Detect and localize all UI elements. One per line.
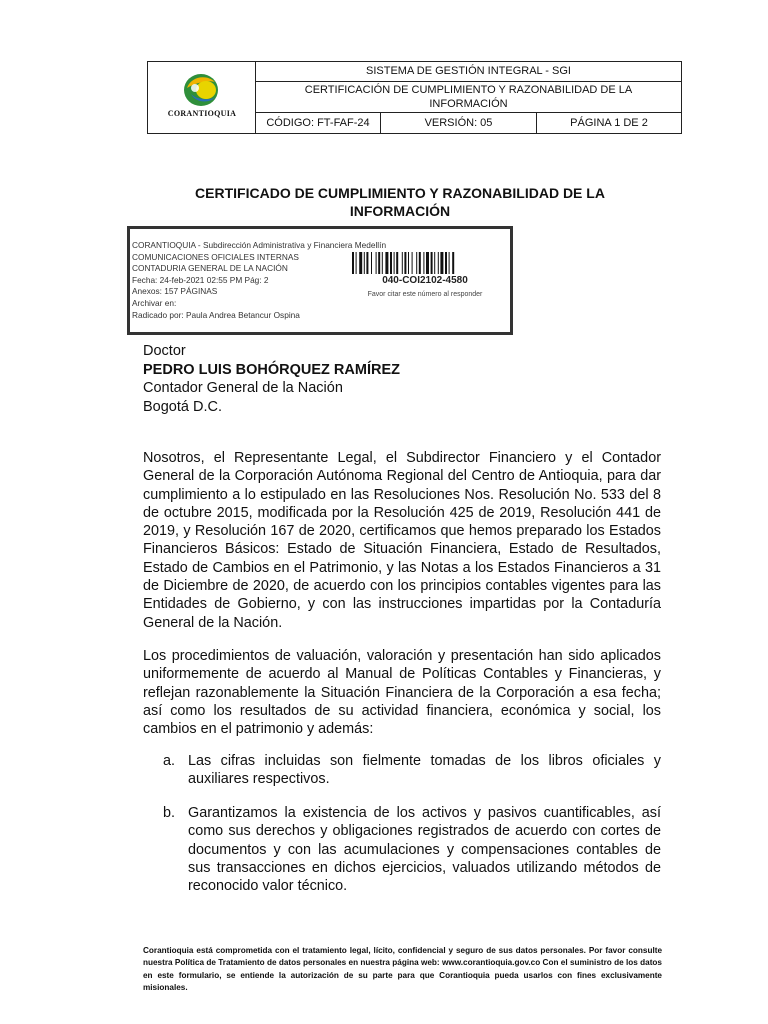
document-name: CERTIFICACIÓN DE CUMPLIMIENTO Y RAZONABILIDAD DE LA INFORMACIÓN [256, 82, 681, 113]
stamp-line: Anexos: 157 PÁGINAS [132, 286, 218, 297]
document-title: CERTIFICADO DE CUMPLIMIENTO Y RAZONABILIDAD DE LA INFORMACIÓN [195, 185, 605, 219]
document-code: CÓDIGO: FT-FAF-24 [256, 113, 381, 133]
stamp-line: Fecha: 24-feb-2021 02:55 PM Pág: 2 [132, 274, 269, 285]
corantioquia-logo-icon [173, 70, 231, 110]
stamp-line: Radicado por: Paula Andrea Betancur Ospina [132, 309, 300, 320]
list-marker: a. [163, 753, 176, 769]
addressee-city: Bogotá D.C. [143, 398, 222, 415]
body-paragraph-1: Nosotros, el Representante Legal, el Subdirector Financiero y el Contador General de la Corporación Autónoma Regional del Centro de Antioquia, para dar cumplimiento a lo estipulado en las Resoluciones Nos. Resolución No. 533 del 8 de octubre 2015, modificada por la Resolución 425 de 2019, Resolución 441 de 2019, y Resolución 167 de 2020, certificamos que hemos preparado los Estados Financieros Básicos: Estado de Situación Financiera, Estado de Resultados, Estado de Cambios en el Patrimonio, y las Notas a los Estados Financieros a 31 de Diciembre de 2020, de acuerdo con los principios contables vigentes para las Entidades de Gobierno, y con las instrucciones impartidas por la Contaduría General de la Nación. [143, 450, 661, 631]
addressee-role: Contador General de la Nación [143, 380, 343, 396]
filing-number: 040-COI2102-4580 [382, 275, 468, 286]
filing-note: Favor citar este número al responder [367, 291, 483, 298]
privacy-footer: Corantioquia está comprometida con el tratamiento legal, lícito, confidencial y seguro de sus datos personales. Por favor consulte nuestra Política de Tratamiento de datos personales en nuestra página web: www.corantioquia.gov.co Con el suministro de los datos en este formulario, se entiende la autorización de su parte para que Corantioquia pueda usarlos con fines exclusivamente misionales. [143, 946, 662, 993]
system-name: SISTEMA DE GESTIÓN INTEGRAL - SGI [256, 62, 681, 82]
stamp-line: COMUNICACIONES OFICIALES INTERNAS [132, 251, 299, 262]
addressee-block [143, 342, 400, 416]
header-meta-row [256, 113, 681, 133]
document-header [147, 61, 682, 134]
addressee-name: PEDRO LUIS BOHÓRQUEZ RAMÍREZ [143, 361, 400, 378]
filing-stamp [127, 226, 513, 335]
barcode-icon [352, 252, 498, 274]
logo-cell [148, 62, 256, 133]
logo-text: CORANTIOQUIA [167, 109, 237, 118]
stamp-line: CONTADURIA GENERAL DE LA NACIÓN [132, 263, 288, 274]
list-text: Garantizamos la existencia de los activos y pasivos cuantificables, así como sus derechos y obligaciones registrados de acuerdo con cortes de documentos y con las acumulaciones y compensaciones contables de sus transacciones en dichos ejercicios, valuados utilizando métodos de reconocido valor técnico. [188, 805, 661, 895]
list-text: Las cifras incluidas son fielmente tomadas de los libros oficiales y auxiliares respectivos. [188, 753, 661, 788]
salutation: Doctor [143, 343, 186, 359]
stamp-line: CORANTIOQUIA - Subdirección Administrativa y Financiera Medellín [132, 240, 387, 250]
list-marker: b. [163, 805, 176, 821]
stamp-line: Archivar en: [132, 297, 177, 308]
stamp-details [132, 240, 386, 321]
page-indicator: PÁGINA 1 DE 2 [570, 117, 648, 129]
body-paragraph-2: Los procedimientos de valuación, valoración y presentación han sido aplicados uniformemente de acuerdo al Manual de Políticas Contables y Financieras, y reflejan razonablemente la Situación Financiera de la Corporación a esa fecha; así como los resultados de su actividad financiera, económica y social, los cambios en el patrimonio y además: [143, 648, 661, 738]
document-version: VERSIÓN: 05 [381, 113, 537, 133]
